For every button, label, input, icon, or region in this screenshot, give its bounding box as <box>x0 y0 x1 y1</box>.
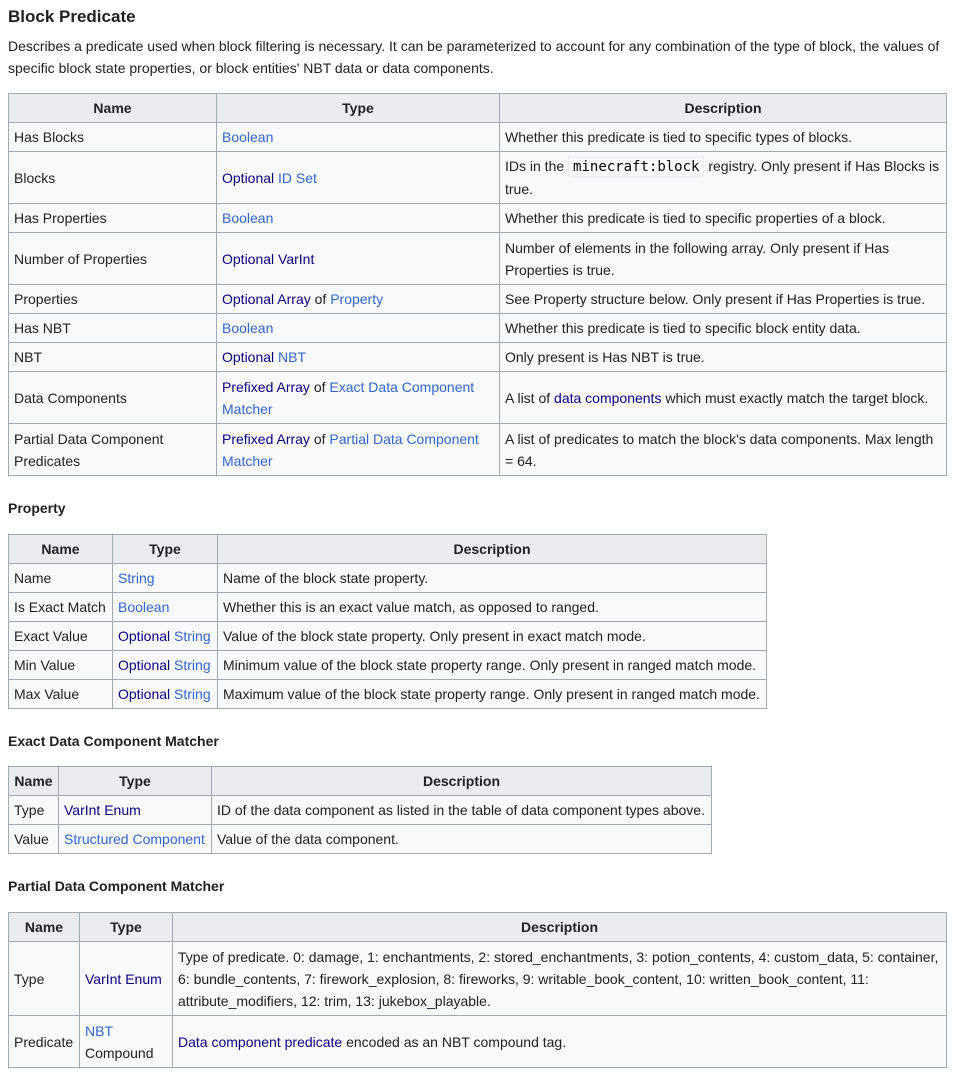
description-text: IDs in the <box>505 158 565 174</box>
partial-matcher-heading: Partial Data Component Matcher <box>8 878 225 894</box>
table-row <box>9 651 767 680</box>
type-link-prefixed-array[interactable]: Prefixed Array <box>222 378 310 395</box>
column-header-description: Description <box>218 535 767 564</box>
type-link-boolean[interactable]: Boolean <box>222 210 274 226</box>
table-row <box>9 152 947 204</box>
field-type <box>113 564 218 593</box>
type-link-property[interactable]: Property <box>330 291 384 307</box>
type-link-partial-matcher[interactable]: Partial Data Component Matcher <box>222 430 479 469</box>
table-row <box>9 680 767 709</box>
table-row <box>9 233 947 285</box>
data-components-link[interactable]: data components <box>554 389 662 406</box>
type-link-optional[interactable]: Optional <box>222 250 275 267</box>
type-link-string[interactable]: String <box>174 657 211 673</box>
field-name: Has Blocks <box>9 123 217 152</box>
table-row <box>9 942 947 1016</box>
field-type <box>217 314 500 343</box>
field-type <box>113 622 218 651</box>
table-row <box>9 564 767 593</box>
type-link-id-set[interactable]: ID Set <box>278 169 317 186</box>
column-header-description: Description <box>212 767 712 796</box>
column-header-type: Type <box>217 94 500 123</box>
type-link-varint-enum[interactable]: VarInt Enum <box>64 802 141 818</box>
type-link-varint[interactable]: VarInt <box>278 250 315 267</box>
field-name: NBT <box>9 343 217 372</box>
field-description <box>500 152 947 204</box>
field-description: ID of the data component as listed in the table of data component types above. <box>212 796 712 825</box>
type-link-structured-component[interactable]: Structured Component <box>64 831 205 847</box>
type-link-optional[interactable]: Optional <box>222 291 275 307</box>
table-row <box>9 372 947 424</box>
table-row <box>9 123 947 152</box>
field-type <box>59 796 212 825</box>
field-type <box>217 233 500 285</box>
type-connector: of <box>309 430 330 447</box>
field-type <box>59 825 212 854</box>
field-name: Type <box>9 796 59 825</box>
exact-matcher-heading: Exact Data Component Matcher <box>8 733 219 749</box>
field-name: Value <box>9 825 59 854</box>
field-name: Exact Value <box>9 622 113 651</box>
table-row <box>9 593 767 622</box>
table-row <box>9 285 947 314</box>
column-header-type: Type <box>80 913 173 942</box>
table-row <box>9 314 947 343</box>
column-header-description: Description <box>500 94 947 123</box>
type-link-exact-matcher[interactable]: Exact Data Component Matcher <box>222 378 475 417</box>
field-description: Whether this predicate is tied to specific types of blocks. <box>500 123 947 152</box>
field-name: Data Components <box>9 372 217 424</box>
property-heading: Property <box>8 500 66 516</box>
partial-matcher-table <box>8 912 947 1068</box>
field-name: Blocks <box>9 152 217 204</box>
type-link-boolean[interactable]: Boolean <box>222 320 274 336</box>
field-type <box>113 651 218 680</box>
table-row <box>9 1016 947 1068</box>
field-description <box>500 372 947 424</box>
type-link-optional[interactable]: Optional <box>118 686 171 702</box>
field-description: Minimum value of the block state property range. Only present in ranged match mode. <box>218 651 767 680</box>
exact-matcher-table <box>8 766 712 854</box>
registry-code: minecraft:block <box>568 157 704 177</box>
description-text: encoded as an NBT compound tag. <box>342 1033 567 1050</box>
field-description: A list of predicates to match the block's data components. Max length = 64. <box>500 424 947 476</box>
table-row <box>9 424 947 476</box>
field-type <box>217 204 500 233</box>
column-header-type: Type <box>113 535 218 564</box>
type-connector: of <box>310 291 331 307</box>
field-description <box>173 1016 947 1068</box>
property-table <box>8 534 767 709</box>
type-link-optional[interactable]: Optional <box>118 657 171 673</box>
field-type <box>113 593 218 622</box>
field-type <box>113 680 218 709</box>
field-description: Whether this predicate is tied to specific properties of a block. <box>500 204 947 233</box>
field-name: Min Value <box>9 651 113 680</box>
type-link-optional[interactable]: Optional <box>222 169 275 186</box>
field-name: Is Exact Match <box>9 593 113 622</box>
field-type <box>80 942 173 1016</box>
field-type <box>217 372 500 424</box>
type-link-boolean[interactable]: Boolean <box>118 599 170 615</box>
field-description: Name of the block state property. <box>218 564 767 593</box>
column-header-name: Name <box>9 913 80 942</box>
block-predicate-description: Describes a predicate used when block filtering is necessary. It can be parameterized to account for any combination of the type of block, the values of specific block state properties, or block entities' NBT data or data components. <box>8 38 940 76</box>
column-header-name: Name <box>9 767 59 796</box>
field-name: Properties <box>9 285 217 314</box>
field-description: Type of predicate. 0: damage, 1: enchantments, 2: stored_enchantments, 3: potion_contents, 4: custom_data, 5: container, 6: bundle_contents, 7: firework_explosion, 8: fireworks, 9: writable_book_content, 10: written_book_content, 11: attribute_modifiers, 12: trim, 13: jukebox_playable. <box>173 942 947 1016</box>
description-text: A list of <box>505 389 555 406</box>
type-link-optional[interactable]: Optional <box>222 349 275 365</box>
field-description: Value of the data component. <box>212 825 712 854</box>
column-header-name: Name <box>9 535 113 564</box>
column-header-name: Name <box>9 94 217 123</box>
type-link-optional[interactable]: Optional <box>118 628 171 644</box>
field-name: Max Value <box>9 680 113 709</box>
description-text: which must exactly match the target block. <box>661 389 929 406</box>
type-link-nbt[interactable]: NBT <box>278 349 307 365</box>
field-description: Whether this predicate is tied to specific block entity data. <box>500 314 947 343</box>
type-link-string[interactable]: String <box>174 628 211 644</box>
description-text: registry. Only present if Has Blocks is true. <box>505 158 940 197</box>
field-type <box>217 285 500 314</box>
data-component-predicate-link[interactable]: Data component predicate <box>178 1033 343 1050</box>
type-connector: of <box>309 378 330 395</box>
field-name: Predicate <box>9 1016 80 1068</box>
field-type <box>217 123 500 152</box>
table-row <box>9 825 712 854</box>
field-name: Name <box>9 564 113 593</box>
type-link-varint-enum[interactable]: VarInt Enum <box>85 970 162 987</box>
field-name: Type <box>9 942 80 1016</box>
type-link-string[interactable]: String <box>118 570 155 586</box>
field-description: Maximum value of the block state property range. Only present in ranged match mode. <box>218 680 767 709</box>
block-predicate-heading: Block Predicate <box>8 7 136 26</box>
block-predicate-table <box>8 93 947 476</box>
field-type <box>217 343 500 372</box>
field-name: Has NBT <box>9 314 217 343</box>
field-type <box>80 1016 173 1068</box>
field-name: Partial Data Component Predicates <box>9 424 217 476</box>
table-row <box>9 343 947 372</box>
type-link-string[interactable]: String <box>174 686 211 702</box>
type-link-boolean[interactable]: Boolean <box>222 129 274 145</box>
column-header-description: Description <box>173 913 947 942</box>
type-link-array[interactable]: Array <box>277 291 311 307</box>
field-type <box>217 152 500 204</box>
table-row <box>9 204 947 233</box>
column-header-type: Type <box>59 767 212 796</box>
field-description: Number of elements in the following array. Only present if Has Properties is true. <box>500 233 947 285</box>
field-description: Value of the block state property. Only present in exact match mode. <box>218 622 767 651</box>
field-name: Number of Properties <box>9 233 217 285</box>
table-row <box>9 622 767 651</box>
type-text-compound: Compound <box>85 1044 154 1061</box>
field-description: Only present is Has NBT is true. <box>500 343 947 372</box>
type-link-prefixed-array[interactable]: Prefixed Array <box>222 430 310 447</box>
field-description: See Property structure below. Only present if Has Properties is true. <box>500 285 947 314</box>
field-name: Has Properties <box>9 204 217 233</box>
field-type <box>217 424 500 476</box>
type-link-nbt[interactable]: NBT <box>85 1022 113 1039</box>
field-description: Whether this is an exact value match, as opposed to ranged. <box>218 593 767 622</box>
table-row <box>9 796 712 825</box>
